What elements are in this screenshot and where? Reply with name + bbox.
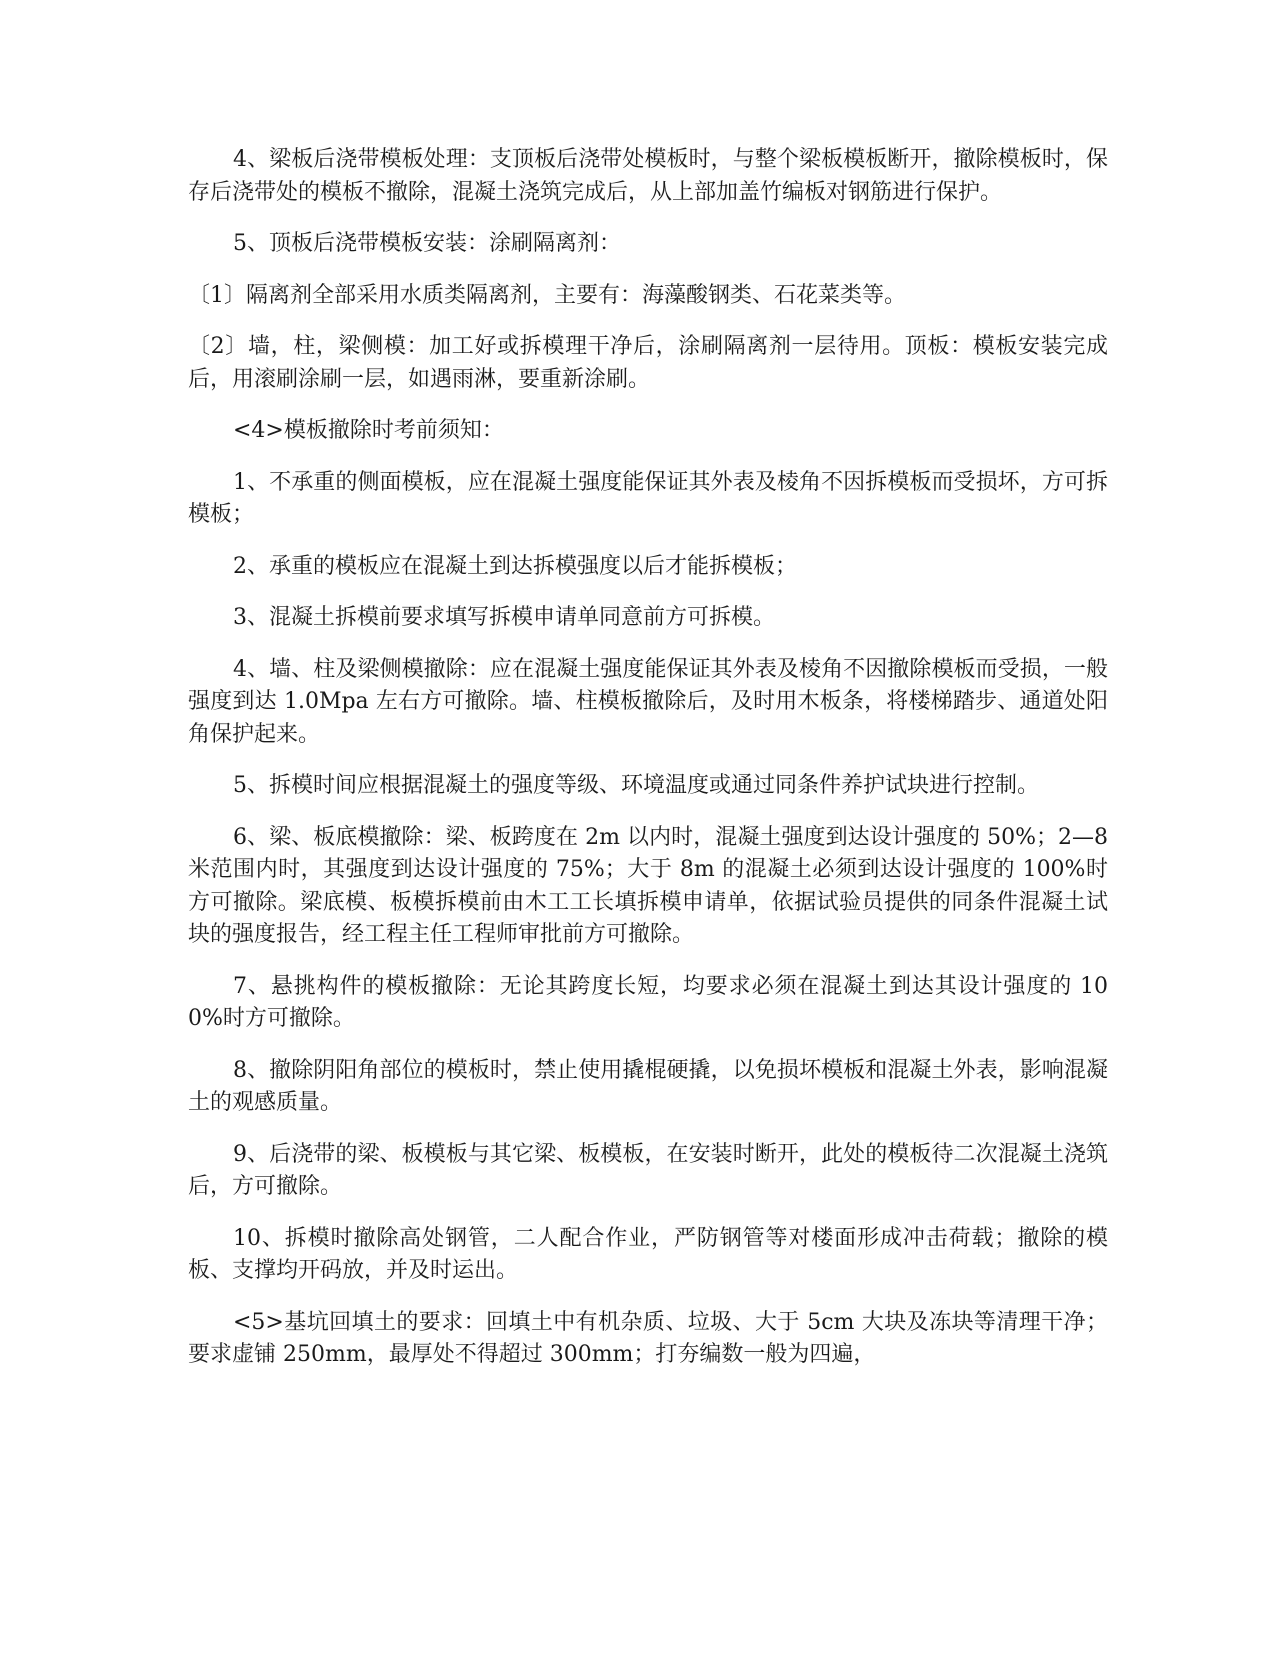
paragraph-removal-7: 7、悬挑构件的模板撤除：无论其跨度长短，均要求必须在混凝土到达其设计强度的 100%时方可撤除。 xyxy=(188,973,1108,1031)
paragraph-release-agent-item-2: 〔2〕墙，柱，梁侧模：加工好或拆模理干净后，涂刷隔离剂一层待用。顶板：模板安装完成后，用滚刷涂刷一层，如遇雨淋，要重新涂刷。 xyxy=(188,334,1108,392)
section-heading-backfill: <5>基坑回填土的要求：回填土中有机杂质、垃圾、大于 5cm 大块及冻块等清理干净；要求虚铺 250mm，最厚处不得超过 300mm；打夯编数一般为四遍， xyxy=(188,1309,1108,1367)
paragraph-removal-1: 1、不承重的侧面模板，应在混凝土强度能保证其外表及棱角不因拆模板而受损坏，方可拆模板； xyxy=(188,469,1108,527)
paragraph-removal-4: 4、墙、柱及梁侧模撤除：应在混凝土强度能保证其外表及棱角不因撤除模板而受损，一般强度到达 1.0Mpa 左右方可撤除。墙、柱模板撤除后，及时用木板条，将楼梯踏步、通道处阳角保护起来。 xyxy=(188,656,1108,747)
paragraph-4-post-pour-strip-handling: 4、梁板后浇带模板处理：支顶板后浇带处模板时，与整个梁板模板断开，撤除模板时，保存后浇带处的模板不撤除，混凝土浇筑完成后，从上部加盖竹编板对钢筋进行保护。 xyxy=(188,147,1108,205)
document-body xyxy=(188,144,1108,1391)
paragraph-removal-2: 2、承重的模板应在混凝土到达拆模强度以后才能拆模板； xyxy=(233,553,797,579)
section-heading-formwork-removal: <4>模板撤除时考前须知： xyxy=(233,418,504,443)
paragraph-removal-10: 10、拆模时撤除高处钢管，二人配合作业，严防钢管等对楼面形成冲击荷载；撤除的模板、支撑均开码放，并及时运出。 xyxy=(188,1225,1108,1283)
paragraph-removal-8: 8、撤除阴阳角部位的模板时，禁止使用撬棍硬撬，以免损坏模板和混凝土外表，影响混凝土的观感质量。 xyxy=(188,1057,1108,1115)
paragraph-removal-3: 3、混凝土拆模前要求填写拆模申请单同意前方可拆模。 xyxy=(233,605,775,630)
paragraph-release-agent-item-1: 〔1〕隔离剂全部采用水质类隔离剂，主要有：海藻酸钢类、石花菜类等。 xyxy=(188,282,906,308)
paragraph-removal-5: 5、拆模时间应根据混凝土的强度等级、环境温度或通过同条件养护试块进行控制。 xyxy=(233,773,1039,798)
paragraph-removal-9: 9、后浇带的梁、板模板与其它梁、板模板，在安装时断开，此处的模板待二次混凝土浇筑后，方可撤除。 xyxy=(188,1141,1108,1199)
paragraph-5-release-agent-heading: 5、顶板后浇带模板安装：涂刷隔离剂： xyxy=(233,231,621,256)
paragraph-removal-6: 6、梁、板底模撤除：梁、板跨度在 2m 以内时，混凝土强度到达设计强度的 50%；2—8 米范围内时，其强度到达设计强度的 75%；大于 8m 的混凝土必须到达设计强度的 100%时方可撤除。梁底模、板模拆模前由木工工长填拆模申请单，依据试验员提供的同条件混凝土试块的强度报告，经工程主任工程师审批前方可撤除。 xyxy=(188,824,1108,947)
